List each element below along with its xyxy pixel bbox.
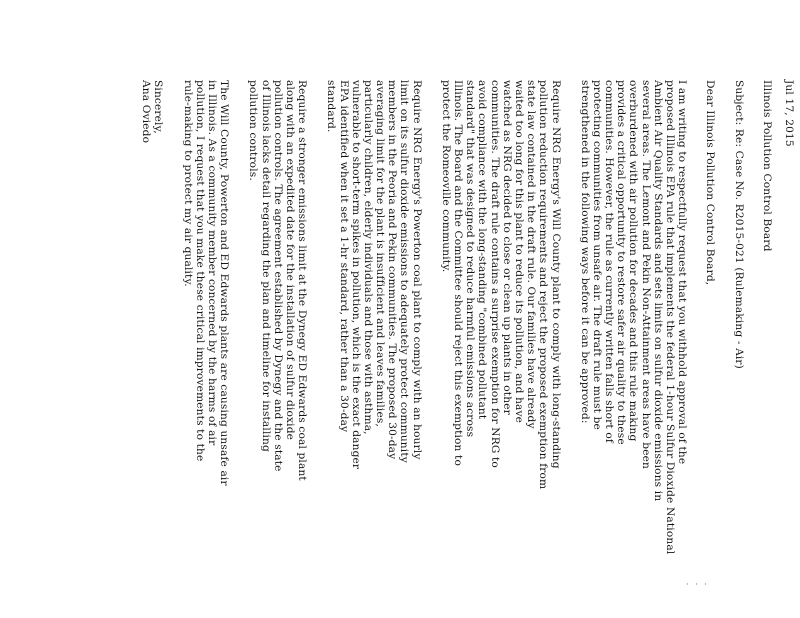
- paragraph-line: pollution, I request that you make these critical improvements to the: [193, 80, 206, 462]
- paragraph-line: proposed Illinois EPA rule that implements the federal 1-hour Sulfur Dioxide National: [664, 80, 677, 555]
- letter-paragraph: [440, 80, 562, 600]
- paragraph-line: overburdened with air pollution for decades and this rule making: [627, 80, 640, 442]
- paragraph-line: Require a stronger emissions limit at the Dynegy ED Edwards coal plant: [296, 80, 309, 481]
- paragraph-line: Illinois. The Board and the Committee should reject this exemption to: [452, 80, 465, 466]
- letter-salutation: Dear Illinois Pollution Control Board,: [704, 80, 717, 286]
- paragraph-line: standard.: [325, 80, 338, 133]
- paragraph-line: The Will County, Powerton and ED Edwards plants are causing unsafe air: [218, 80, 231, 486]
- paragraph-line: several areas. The Lemont and Pekin Non-Attainment areas have been: [639, 80, 652, 470]
- paragraph-line: I am writing to respectfully request that you withhold approval of the: [676, 80, 689, 465]
- page-edge-marks: · · ·: [686, 580, 709, 589]
- paragraph-line: vulnerable to short-term spikes in pollution, which is the exact danger: [349, 80, 362, 470]
- letter-closing: Sincerely,: [152, 80, 165, 134]
- paragraph-line: pollution controls.: [247, 80, 260, 181]
- paragraph-line: protecting communities from unsafe air. The draft rule must be: [590, 80, 603, 430]
- paragraph-line: Require NRG Energy's Will County plant to comply with long-standing: [549, 80, 562, 469]
- paragraph-line: EPA identified when it set a 1-hr standard, rather than a 30-day: [337, 80, 350, 433]
- paragraph-line: provides a critical opportunity to restore safer air quality to these: [615, 80, 628, 445]
- paragraph-line: members in the Peoria and Pekin communities. The proposed 30-day: [386, 80, 399, 460]
- letter-subject: Subject: Re: Case No. R2015-021 (Rulemaking - Air): [732, 80, 745, 369]
- paragraph-line: state law contained in the draft rule. Our families have already: [525, 80, 538, 429]
- paragraph-line: Ambient Air Quality Standards and sets limits on sulfur dioxide emissions in: [651, 80, 664, 502]
- paragraph-line: of Illinois lacks detail regarding the plan and timeline for installing: [259, 80, 272, 452]
- paragraph-line: watched as NRG decided to close or clean up plants in other: [500, 80, 513, 415]
- letter-paragraph: [247, 80, 308, 600]
- letter-paragraph: [325, 80, 423, 600]
- paragraph-line: in Illinois. As a community member concerned by the harms of air: [206, 80, 219, 446]
- paragraph-line: particularly children, elderly individuals and those with asthma,: [361, 80, 374, 435]
- paragraph-line: strengthened in the following ways before it can be approved:: [578, 80, 591, 424]
- paragraph-line: avoid compliance with the long-standing "combined pollutant: [476, 80, 489, 420]
- paragraph-line: rule-making to protect my air quality.: [181, 80, 194, 287]
- paragraph-line: limit on its sulfur dioxide emissions to adequately protect community: [398, 80, 411, 463]
- paragraph-line: communities. The draft rule contains a surprise exemption for NRG to: [488, 80, 501, 468]
- paragraph-line: Require NRG Energy's Powerton coal plant to comply with an hourly: [410, 80, 423, 460]
- letter-recipient: Illinois Pollution Control Board: [760, 80, 773, 252]
- paragraph-line: protect the Romeoville community.: [439, 80, 452, 273]
- paragraph-line: waited too long for this plant to reduce its pollution, and have: [513, 80, 525, 424]
- paragraph-line: pollution reduction requirements and reject the proposed exemption from: [537, 80, 550, 490]
- paragraph-line: standard" that was designed to reduce harmful emissions across: [464, 80, 477, 438]
- letter-paragraphs: [182, 80, 689, 600]
- paragraph-line: along with an expedited date for the installation of sulfur dioxide: [284, 80, 296, 441]
- letter-paragraph: [579, 80, 689, 600]
- paragraph-line: pollution controls. The agreement established by Dynegy and the state: [271, 80, 284, 472]
- letter-date: Jul 17, 2015: [783, 80, 795, 147]
- letter-paragraph: [182, 80, 231, 600]
- paragraph-line: averaging limit for the plant is insufficient and leaves families,: [374, 80, 387, 427]
- paragraph-line: communities. However, the rule as currently written falls short of: [603, 80, 616, 443]
- letter-body: [75, 80, 795, 600]
- letter-signature: Ana Oviedo: [140, 80, 153, 144]
